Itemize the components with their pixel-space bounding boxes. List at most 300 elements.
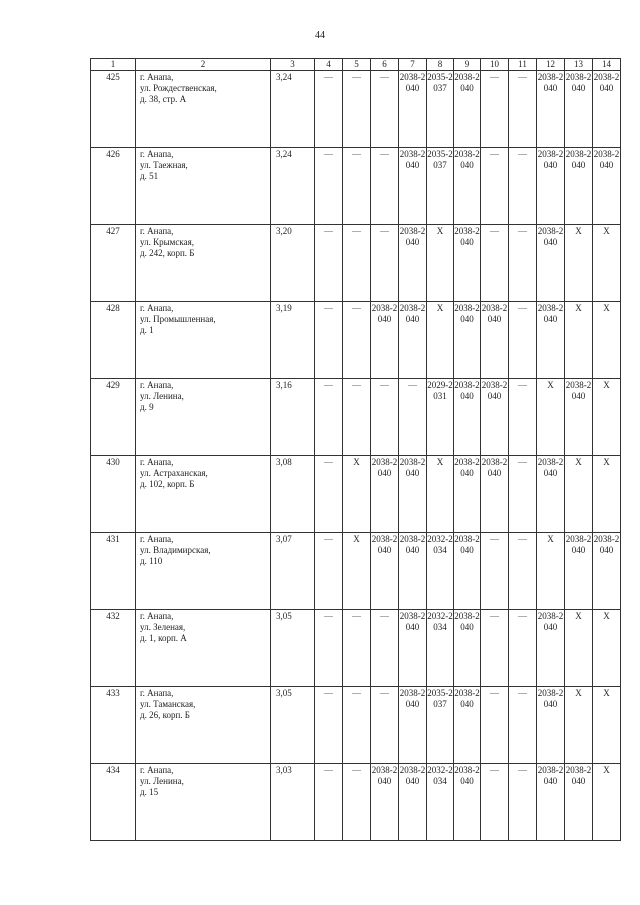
cell-value: 2038-2040 (399, 765, 426, 786)
schedule-cell (399, 610, 427, 687)
cell-value: — (324, 457, 333, 467)
schedule-cell (371, 379, 399, 456)
schedule-cell (481, 533, 509, 610)
schedule-cell (565, 302, 593, 379)
schedule-cell (509, 71, 537, 148)
address-line: г. Анапа, (140, 303, 174, 313)
cell-value: — (490, 149, 499, 159)
cell-value: X (547, 380, 554, 390)
schedule-cell (565, 456, 593, 533)
column-header: 2 (136, 59, 271, 71)
schedule-cell (509, 687, 537, 764)
schedule-cell (593, 764, 621, 841)
address-cell (136, 225, 271, 302)
schedule-cell (454, 71, 481, 148)
schedule-cell (399, 71, 427, 148)
schedule-cell (565, 225, 593, 302)
address-line: д. 26, корп. Б (140, 710, 190, 720)
cell-value: — (518, 688, 527, 698)
cell-value: — (324, 611, 333, 621)
cell-value: X (436, 303, 444, 313)
table-row (91, 456, 621, 533)
cell-value: X (603, 688, 610, 698)
cell-value: — (324, 765, 333, 775)
schedule-cell (371, 610, 399, 687)
schedule-cell (399, 764, 427, 841)
address-line: г. Анапа, (140, 457, 174, 467)
address-line: д. 38, стр. А (140, 94, 187, 104)
column-header: 1 (91, 59, 136, 71)
schedule-cell (509, 533, 537, 610)
schedule-cell (454, 533, 481, 610)
cell-value: — (490, 72, 499, 82)
column-header-row (91, 59, 621, 71)
cell-value: 2038-2040 (481, 303, 508, 324)
schedule-cell (454, 148, 481, 225)
column-header: 11 (509, 59, 537, 71)
schedule-cell (481, 71, 509, 148)
schedule-cell (371, 764, 399, 841)
address-line: д. 242, корп. Б (140, 248, 195, 258)
cell-value: — (380, 380, 389, 390)
address-line: г. Анапа, (140, 380, 174, 390)
cell-value: 2029-2031 (427, 380, 453, 401)
cell-value: — (518, 611, 527, 621)
schedule-cell (343, 225, 371, 302)
cell-value: — (490, 226, 499, 236)
column-header: 4 (315, 59, 343, 71)
schedule-cell (343, 71, 371, 148)
schedule-cell (509, 148, 537, 225)
schedule-cell (343, 148, 371, 225)
cell-value: — (490, 765, 499, 775)
row-number: 429 (91, 379, 136, 456)
cell-value: 2038-2040 (454, 688, 480, 709)
schedule-cell (537, 302, 565, 379)
page-number: 44 (315, 30, 325, 41)
schedule-cell (399, 379, 427, 456)
row-number: 426 (91, 148, 136, 225)
cell-value: X (575, 611, 582, 621)
cell-value: — (518, 303, 527, 313)
table-row (91, 148, 621, 225)
schedule-cell (481, 764, 509, 841)
table-row (91, 610, 621, 687)
table-row (91, 533, 621, 610)
cell-value: — (408, 380, 417, 390)
address-line: д. 1 (140, 325, 154, 335)
cell-value: 2038-2040 (454, 226, 480, 247)
address-line: д. 9 (140, 402, 154, 412)
schedule-cell (371, 71, 399, 148)
area-cell: 3,05 (271, 687, 315, 764)
cell-value: 2038-2040 (593, 149, 620, 170)
cell-value: 2038-2040 (371, 765, 398, 786)
cell-value: 2035-2037 (427, 72, 453, 93)
area-cell: 3,24 (271, 71, 315, 148)
schedule-cell (509, 610, 537, 687)
row-number: 425 (91, 71, 136, 148)
schedule-cell (454, 764, 481, 841)
schedule-cell (537, 764, 565, 841)
cell-value: X (436, 457, 444, 467)
cell-value: 2038-2040 (454, 765, 480, 786)
schedule-cell (537, 533, 565, 610)
cell-value: X (575, 457, 582, 467)
cell-value: 2035-2037 (427, 149, 453, 170)
address-line: ул. Промышленная, (140, 314, 216, 324)
cell-value: — (380, 226, 389, 236)
schedule-cell (315, 764, 343, 841)
table-row (91, 379, 621, 456)
address-line: д. 51 (140, 171, 159, 181)
schedule-cell (509, 764, 537, 841)
schedule-cell (315, 687, 343, 764)
cell-value: 2038-2040 (371, 457, 398, 478)
schedule-cell (565, 379, 593, 456)
schedule-cell (371, 302, 399, 379)
cell-value: — (518, 226, 527, 236)
schedule-cell (371, 148, 399, 225)
address-line: ул. Крымская, (140, 237, 194, 247)
address-line: г. Анапа, (140, 226, 174, 236)
cell-value: 2038-2040 (537, 72, 564, 93)
cell-value: — (352, 149, 361, 159)
schedule-cell (481, 610, 509, 687)
schedule-cell (565, 148, 593, 225)
schedule-cell (315, 456, 343, 533)
cell-value: — (380, 149, 389, 159)
schedule-cell (593, 302, 621, 379)
schedule-cell (315, 148, 343, 225)
schedule-cell (593, 687, 621, 764)
address-cell (136, 71, 271, 148)
cell-value: — (352, 688, 361, 698)
address-cell (136, 302, 271, 379)
area-cell: 3,20 (271, 225, 315, 302)
row-number: 430 (91, 456, 136, 533)
table-row (91, 764, 621, 841)
column-header: 13 (565, 59, 593, 71)
cell-value: 2038-2040 (454, 380, 480, 401)
cell-value: — (518, 765, 527, 775)
area-cell: 3,03 (271, 764, 315, 841)
cell-value: 2032-2034 (427, 534, 453, 555)
area-cell: 3,05 (271, 610, 315, 687)
address-line: д. 102, корп. Б (140, 479, 195, 489)
area-cell: 3,08 (271, 456, 315, 533)
cell-value: 2038-2040 (481, 457, 508, 478)
table-row (91, 687, 621, 764)
cell-value: — (352, 72, 361, 82)
cell-value: 2038-2040 (399, 688, 426, 709)
column-header: 3 (271, 59, 315, 71)
cell-value: 2038-2040 (565, 149, 592, 170)
cell-value: 2038-2040 (399, 149, 426, 170)
schedule-cell (315, 379, 343, 456)
schedule-cell (593, 71, 621, 148)
cell-value: X (353, 457, 360, 467)
cell-value: 2032-2034 (427, 765, 453, 786)
cell-value: 2038-2040 (399, 226, 426, 247)
schedule-cell (481, 225, 509, 302)
schedule-cell (454, 302, 481, 379)
cell-value: 2038-2040 (565, 72, 592, 93)
cell-value: — (352, 765, 361, 775)
column-header: 9 (454, 59, 481, 71)
cell-value: — (518, 380, 527, 390)
cell-value: 2038-2040 (537, 688, 564, 709)
cell-value: 2038-2040 (565, 534, 592, 555)
cell-value: X (603, 611, 610, 621)
schedule-cell (565, 764, 593, 841)
schedule-cell (315, 610, 343, 687)
schedule-cell (427, 456, 454, 533)
address-cell (136, 148, 271, 225)
schedule-cell (481, 379, 509, 456)
address-cell (136, 610, 271, 687)
address-line: ул. Таманская, (140, 699, 196, 709)
column-header: 14 (593, 59, 621, 71)
cell-value: 2038-2040 (537, 611, 564, 632)
schedule-cell (343, 610, 371, 687)
address-line: д. 15 (140, 787, 159, 797)
cell-value: 2038-2040 (537, 149, 564, 170)
schedule-cell (509, 302, 537, 379)
cell-value: — (352, 611, 361, 621)
address-line: г. Анапа, (140, 611, 174, 621)
schedule-cell (343, 533, 371, 610)
schedule-cell (343, 379, 371, 456)
schedule-cell (537, 379, 565, 456)
schedule-cell (427, 610, 454, 687)
cell-value: 2038-2040 (399, 457, 426, 478)
schedule-cell (427, 533, 454, 610)
schedule-cell (399, 302, 427, 379)
schedule-cell (481, 302, 509, 379)
schedule-cell (537, 148, 565, 225)
address-line: г. Анапа, (140, 534, 174, 544)
address-line: д. 1, корп. А (140, 633, 187, 643)
address-cell (136, 456, 271, 533)
cell-value: X (603, 303, 610, 313)
cell-value: — (324, 226, 333, 236)
cell-value: X (575, 226, 582, 236)
schedule-cell (427, 687, 454, 764)
column-header: 5 (343, 59, 371, 71)
area-cell: 3,24 (271, 148, 315, 225)
area-cell: 3,07 (271, 533, 315, 610)
schedule-cell (399, 225, 427, 302)
column-header: 7 (399, 59, 427, 71)
row-number: 433 (91, 687, 136, 764)
address-line: г. Анапа, (140, 688, 174, 698)
schedule-cell (427, 302, 454, 379)
schedule-cell (537, 71, 565, 148)
schedule-cell (454, 379, 481, 456)
address-cell (136, 533, 271, 610)
schedule-cell (537, 225, 565, 302)
schedule-cell (593, 225, 621, 302)
cell-value: 2038-2040 (399, 72, 426, 93)
schedule-cell (565, 610, 593, 687)
schedule-cell (593, 533, 621, 610)
schedule-cell (343, 302, 371, 379)
cell-value: 2038-2040 (537, 765, 564, 786)
schedule-cell (427, 148, 454, 225)
cell-value: 2038-2040 (537, 303, 564, 324)
schedule-cell (593, 148, 621, 225)
cell-value: 2038-2040 (399, 534, 426, 555)
address-line: г. Анапа, (140, 72, 174, 82)
address-line: г. Анапа, (140, 765, 174, 775)
schedule-cell (537, 687, 565, 764)
schedule-cell (427, 225, 454, 302)
schedule-cell (371, 687, 399, 764)
cell-value: — (518, 534, 527, 544)
schedule-cell (399, 148, 427, 225)
schedule-cell (454, 456, 481, 533)
address-line: ул. Владимирская, (140, 545, 211, 555)
table-row (91, 302, 621, 379)
row-number: 427 (91, 225, 136, 302)
schedule-cell (371, 456, 399, 533)
cell-value: X (575, 303, 582, 313)
schedule-cell (399, 456, 427, 533)
schedule-cell (509, 456, 537, 533)
cell-value: 2038-2040 (371, 303, 398, 324)
schedule-cell (343, 764, 371, 841)
schedule-cell (481, 148, 509, 225)
schedule-table (90, 58, 621, 841)
address-line: ул. Астраханская, (140, 468, 208, 478)
column-header: 6 (371, 59, 399, 71)
cell-value: — (324, 149, 333, 159)
cell-value: — (324, 72, 333, 82)
cell-value: 2038-2040 (454, 457, 480, 478)
schedule-cell (454, 225, 481, 302)
schedule-cell (509, 225, 537, 302)
cell-value: — (518, 72, 527, 82)
schedule-cell (371, 533, 399, 610)
cell-value: X (603, 457, 610, 467)
schedule-cell (565, 71, 593, 148)
table-row (91, 71, 621, 148)
cell-value: — (324, 534, 333, 544)
table-row (91, 225, 621, 302)
column-header: 12 (537, 59, 565, 71)
schedule-cell (371, 225, 399, 302)
cell-value: 2038-2040 (454, 611, 480, 632)
cell-value: 2038-2040 (537, 226, 564, 247)
schedule-cell (593, 379, 621, 456)
cell-value: X (603, 765, 610, 775)
cell-value: X (353, 534, 360, 544)
address-line: г. Анапа, (140, 149, 174, 159)
cell-value: X (436, 226, 444, 236)
cell-value: 2038-2040 (565, 765, 592, 786)
schedule-cell (343, 456, 371, 533)
schedule-cell (565, 687, 593, 764)
cell-value: — (352, 380, 361, 390)
address-line: ул. Ленина, (140, 776, 184, 786)
schedule-cell (343, 687, 371, 764)
schedule-cell (315, 71, 343, 148)
schedule-cell (315, 533, 343, 610)
schedule-cell (537, 456, 565, 533)
area-cell: 3,16 (271, 379, 315, 456)
schedule-cell (509, 379, 537, 456)
schedule-cell (454, 687, 481, 764)
cell-value: 2038-2040 (593, 534, 620, 555)
cell-value: — (380, 688, 389, 698)
cell-value: 2038-2040 (454, 534, 480, 555)
cell-value: 2038-2040 (399, 611, 426, 632)
schedule-cell (427, 764, 454, 841)
cell-value: X (603, 226, 610, 236)
schedule-cell (399, 533, 427, 610)
address-line: д. 110 (140, 556, 163, 566)
cell-value: 2038-2040 (593, 72, 620, 93)
cell-value: X (603, 380, 610, 390)
cell-value: 2038-2040 (399, 303, 426, 324)
cell-value: — (518, 457, 527, 467)
address-line: ул. Таежная, (140, 160, 188, 170)
schedule-cell (399, 687, 427, 764)
row-number: 432 (91, 610, 136, 687)
cell-value: — (324, 303, 333, 313)
cell-value: — (380, 72, 389, 82)
schedule-cell (565, 533, 593, 610)
cell-value: 2038-2040 (454, 149, 480, 170)
cell-value: — (380, 611, 389, 621)
cell-value: 2038-2040 (565, 380, 592, 401)
address-cell (136, 764, 271, 841)
cell-value: X (575, 688, 582, 698)
schedule-cell (454, 610, 481, 687)
schedule-cell (481, 687, 509, 764)
cell-value: X (547, 534, 554, 544)
cell-value: — (518, 149, 527, 159)
cell-value: 2032-2034 (427, 611, 453, 632)
cell-value: 2038-2040 (371, 534, 398, 555)
address-line: ул. Рождественская, (140, 83, 217, 93)
cell-value: 2038-2040 (537, 457, 564, 478)
schedule-cell (593, 610, 621, 687)
row-number: 431 (91, 533, 136, 610)
row-number: 434 (91, 764, 136, 841)
column-header: 10 (481, 59, 509, 71)
address-cell (136, 379, 271, 456)
schedule-cell (537, 610, 565, 687)
cell-value: — (490, 534, 499, 544)
cell-value: 2035-2037 (427, 688, 453, 709)
address-line: ул. Ленина, (140, 391, 184, 401)
cell-value: — (352, 303, 361, 313)
row-number: 428 (91, 302, 136, 379)
cell-value: 2038-2040 (454, 303, 480, 324)
schedule-cell (481, 456, 509, 533)
schedule-cell (427, 379, 454, 456)
cell-value: — (324, 380, 333, 390)
cell-value: — (490, 688, 499, 698)
cell-value: 2038-2040 (481, 380, 508, 401)
column-header: 8 (427, 59, 454, 71)
area-cell: 3,19 (271, 302, 315, 379)
schedule-cell (315, 225, 343, 302)
address-line: ул. Зеленая, (140, 622, 186, 632)
cell-value: — (324, 688, 333, 698)
